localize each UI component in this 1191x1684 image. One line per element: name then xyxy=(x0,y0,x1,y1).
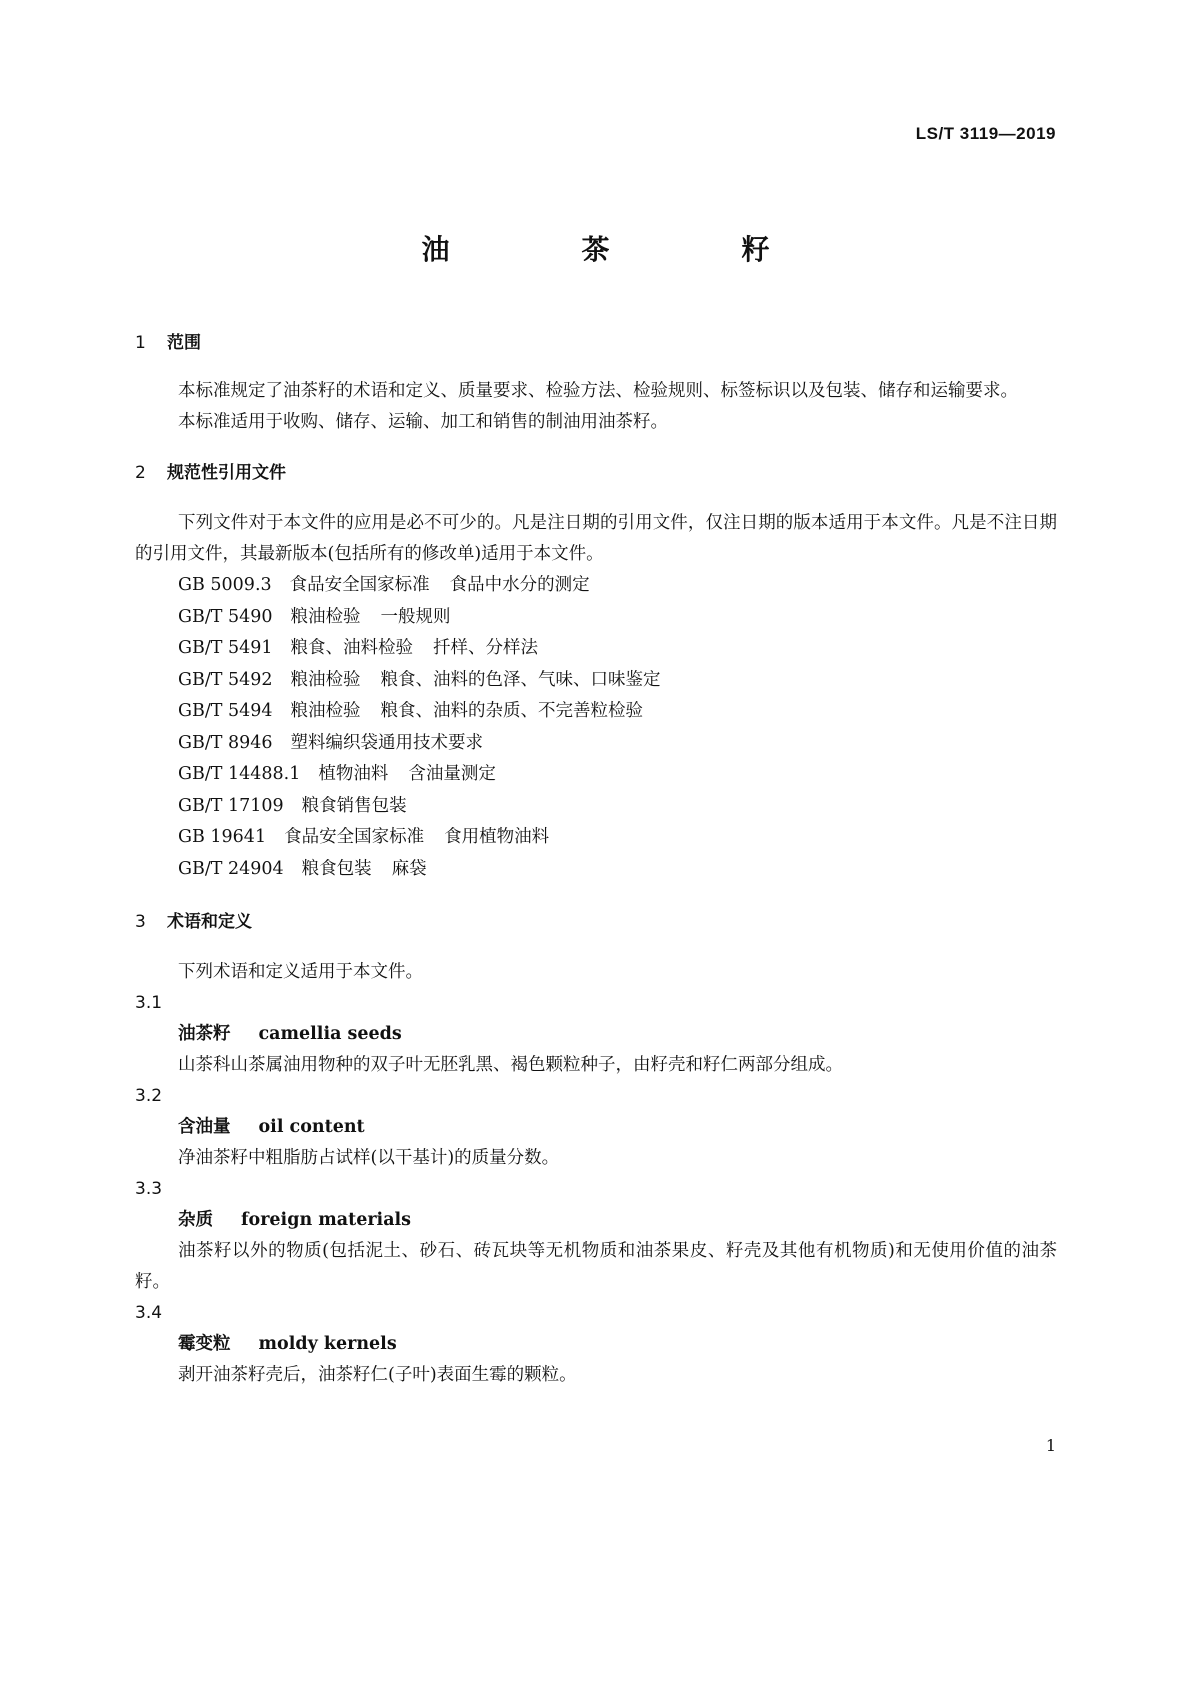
reference-code: GB/T 14488.1 xyxy=(178,764,301,784)
section-heading-terms xyxy=(135,909,1057,935)
reference-subtitle: 粮食、油料的杂质、不完善粒检验 xyxy=(380,701,644,721)
section-heading-scope xyxy=(135,330,1057,356)
section-title: 范围 xyxy=(167,333,201,353)
term-definition: 净油茶籽中粗脂肪占试样(以干基计)的质量分数。 xyxy=(178,1148,560,1168)
reference-list xyxy=(135,570,1057,885)
reference-title: 粮油检验 xyxy=(290,669,361,690)
term-definition: 山茶科山茶属油用物种的双子叶无胚乳黑、褐色颗粒种子，由籽壳和籽仁两部分组成。 xyxy=(178,1055,843,1075)
term-zh: 含油量 xyxy=(178,1117,231,1137)
reference-title: 粮食、油料检验 xyxy=(290,638,414,658)
reference-item xyxy=(135,696,1057,728)
reference-title: 粮油检验 xyxy=(290,701,361,721)
reference-code: GB 19641 xyxy=(178,827,267,847)
reference-item xyxy=(135,854,1057,886)
reference-subtitle: 扦样、分样法 xyxy=(433,638,539,658)
reference-item xyxy=(135,665,1057,697)
reference-title: 塑料编织袋通用技术要求 xyxy=(290,732,484,753)
reference-code: GB/T 5491 xyxy=(178,638,273,658)
reference-subtitle: 一般规则 xyxy=(380,606,451,627)
page-number: 1 xyxy=(1045,1436,1056,1455)
reference-code: GB/T 5494 xyxy=(178,701,273,721)
term-definition: 油茶籽以外的物质(包括泥土、砂石、砖瓦块等无机物质和油茶果皮、籽壳及其他有机物质)和无使用价值的油茶籽。 xyxy=(135,1241,1057,1292)
reference-item xyxy=(135,822,1057,854)
reference-title: 粮油检验 xyxy=(290,606,361,627)
reference-title: 粮食包装 xyxy=(301,858,372,879)
reference-subtitle: 粮食、油料的色泽、气味、口味鉴定 xyxy=(380,669,661,690)
term-heading xyxy=(135,1329,1057,1360)
reference-title: 植物油料 xyxy=(318,764,389,784)
reference-title: 食品安全国家标准 xyxy=(289,575,430,595)
term-definition: 剥开油茶籽壳后，油茶籽仁(子叶)表面生霉的颗粒。 xyxy=(178,1365,577,1385)
reference-code: GB/T 5490 xyxy=(178,606,273,627)
term-en: moldy kernels xyxy=(258,1334,397,1354)
term-zh: 霉变粒 xyxy=(178,1334,231,1354)
reference-subtitle: 麻袋 xyxy=(391,858,427,879)
reference-item xyxy=(135,759,1057,791)
term-heading xyxy=(135,1019,1057,1050)
reference-title: 食品安全国家标准 xyxy=(284,827,425,847)
reference-code: GB 5009.3 xyxy=(178,575,272,595)
reference-item xyxy=(135,633,1057,665)
section-number: 1 xyxy=(135,333,146,353)
term-number: 3.4 xyxy=(135,1303,163,1323)
reference-subtitle: 食用植物油料 xyxy=(444,827,550,847)
term-zh: 油茶籽 xyxy=(178,1024,231,1044)
term-heading xyxy=(135,1112,1057,1143)
section-heading-normative-references xyxy=(135,460,1057,486)
reference-code: GB/T 5492 xyxy=(178,669,273,690)
term-en: foreign materials xyxy=(241,1210,412,1230)
term-en: camellia seeds xyxy=(258,1024,402,1044)
paragraph: 本标准适用于收购、储存、运输、加工和销售的制油用油茶籽。 xyxy=(178,412,668,432)
section-number: 2 xyxy=(135,463,146,483)
reference-item xyxy=(135,791,1057,823)
reference-item xyxy=(135,602,1057,634)
reference-item xyxy=(135,570,1057,602)
term-heading xyxy=(135,1205,1057,1236)
section-title: 规范性引用文件 xyxy=(167,463,286,483)
paragraph: 下列文件对于本文件的应用是必不可少的。凡是注日期的引用文件，仅注日期的版本适用于本文件。凡是不注日期的引用文件，其最新版本(包括所有的修改单)适用于本文件。 xyxy=(135,513,1057,564)
paragraph: 本标准规定了油茶籽的术语和定义、质量要求、检验方法、检验规则、标签标识以及包装、储存和运输要求。 xyxy=(178,381,1018,401)
section-title: 术语和定义 xyxy=(167,912,252,932)
term-en: oil content xyxy=(258,1117,365,1137)
term-number: 3.2 xyxy=(135,1086,163,1106)
term-number: 3.1 xyxy=(135,993,163,1013)
reference-code: GB/T 17109 xyxy=(178,795,284,816)
paragraph: 下列术语和定义适用于本文件。 xyxy=(178,962,423,982)
reference-code: GB/T 24904 xyxy=(178,858,284,879)
reference-subtitle: 含油量测定 xyxy=(408,764,496,784)
term-number: 3.3 xyxy=(135,1179,163,1199)
document-body xyxy=(135,330,1057,1391)
reference-code: GB/T 8946 xyxy=(178,732,273,753)
term-zh: 杂质 xyxy=(178,1210,213,1230)
reference-item xyxy=(135,728,1057,760)
document-title: 油 茶 籽 xyxy=(421,233,822,266)
reference-title: 粮食销售包装 xyxy=(301,795,407,816)
standard-code: LS/T 3119—2019 xyxy=(915,124,1056,143)
reference-subtitle: 食品中水分的测定 xyxy=(449,575,590,595)
section-number: 3 xyxy=(135,912,146,932)
